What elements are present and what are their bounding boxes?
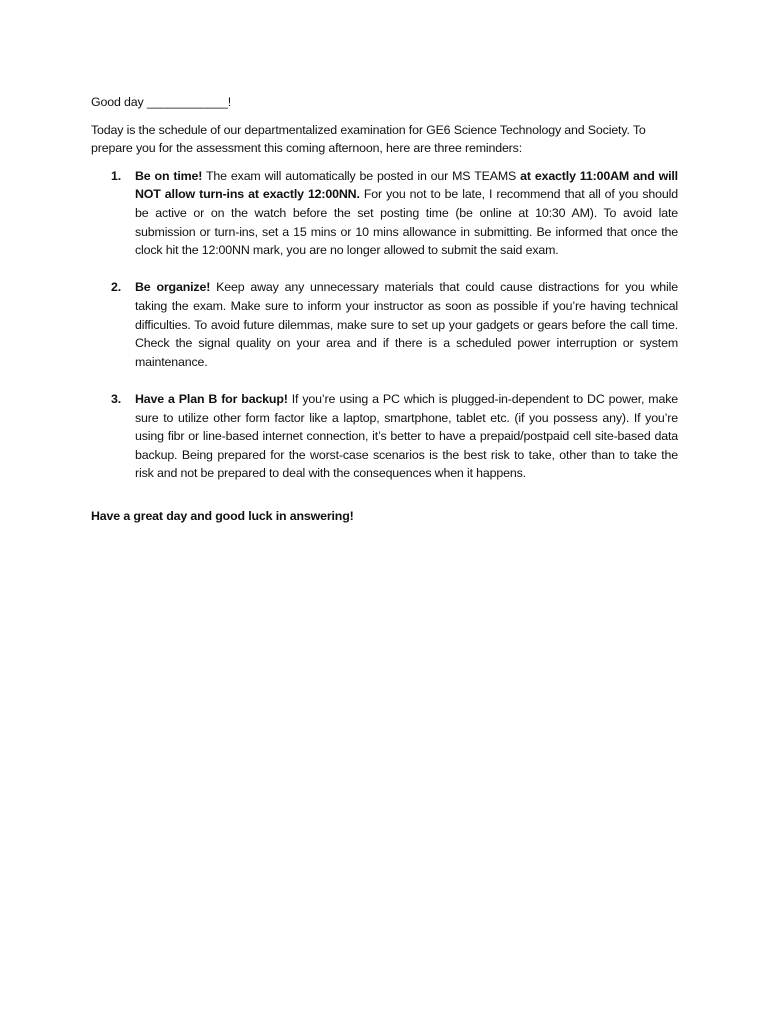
- document-body: [91, 93, 678, 538]
- reminder-heading: Be on time!: [135, 168, 203, 183]
- list-number: 1.: [111, 168, 122, 183]
- reminder-text: The exam will automatically be posted in our MS TEAMS: [202, 168, 521, 183]
- reminder-text: If you’re using a PC which is plugged-in-dependent to DC power, make sure to utilize other form factor like a laptop, smartphone, tablet etc. (if you possess any). If you’re using fibr or line-based internet connection, it’s better to have a prepaid/postpaid cell site-based data backup. Being prepared for the worst-case scenarios is the best risk to take, other than to take the risk and not be prepared to deal with the consequences when it happens.: [135, 391, 678, 481]
- reminder-text: For you not to be late, I recommend that all of you should be active or on the watch before the set posting time (be online at 10:30 AM). To avoid late submission or turn-ins, set a 15 mins or 10 mins allowance in submitting. Be informed that once the clock hit the 12:00NN mark, you are no longer allowed to submit the said exam.: [135, 187, 678, 258]
- reminder-heading: Have a Plan B for backup!: [135, 391, 288, 406]
- closing-line: Have a great day and good luck in answering!: [91, 508, 354, 523]
- intro-paragraph: Today is the schedule of our departmentalized examination for GE6 Science Technology and Society. To prepare you for the assessment this coming afternoon, here are three reminders:: [91, 122, 646, 156]
- reminder-heading: Be organize!: [135, 280, 211, 295]
- reminder-item-organize: [91, 278, 678, 371]
- reminder-emphasis: at exactly 11:00AM and will NOT allow turn-ins at exactly 12:00NN.: [135, 168, 678, 202]
- list-number: 2.: [111, 280, 122, 295]
- reminder-text: Keep away any unnecessary materials that could cause distractions for you while taking the exam. Make sure to inform your instructor as soon as possible if you’re having technical difficulties. To avoid future dilemmas, make sure to set up your gadgets or gears before the call time. Check the signal quality on your area and if there is a scheduled power interruption or system maintenance.: [135, 280, 678, 369]
- reminder-item-plan-b: [91, 390, 678, 483]
- reminders-list: [91, 167, 678, 483]
- greeting-line: Good day ____________!: [91, 95, 232, 109]
- reminder-item-on-time: [91, 167, 678, 260]
- list-number: 3.: [111, 391, 122, 406]
